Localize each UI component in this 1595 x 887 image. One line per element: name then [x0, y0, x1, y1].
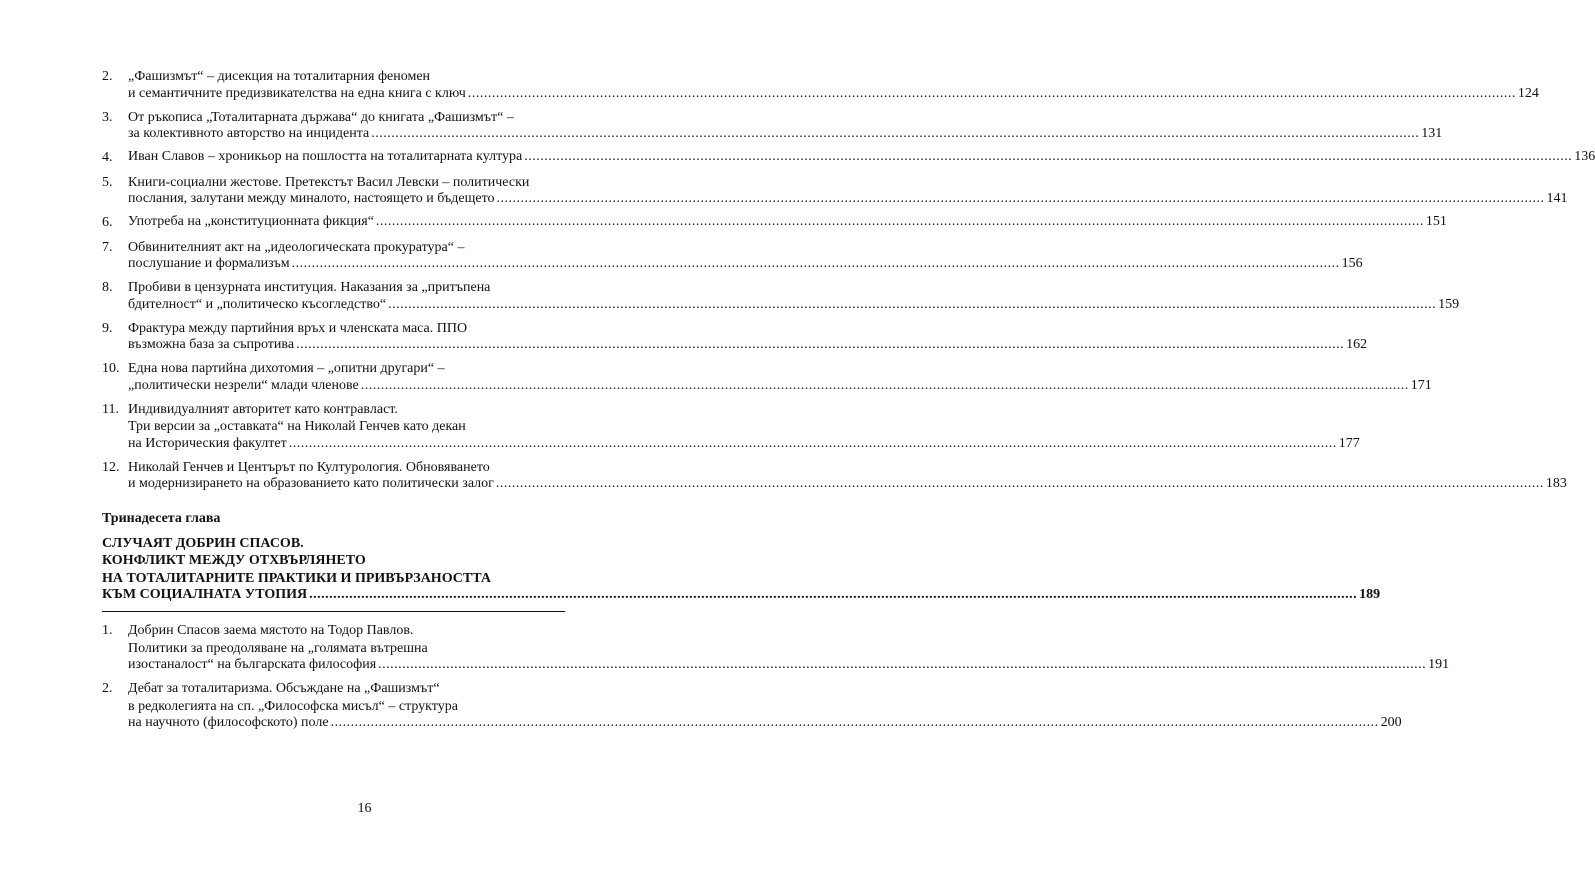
- table-of-contents: [102, 68, 1595, 738]
- dot-leader: [296, 337, 1344, 353]
- entry-text: Иван Славов – хроникьор на пошлостта на тоталитарната култура: [128, 149, 523, 164]
- entry-page-number: 151: [1425, 214, 1447, 229]
- entry-last-line: [128, 715, 1402, 731]
- entry-line: Книги-социални жестове. Претекстът Васил Левски – политически: [128, 174, 530, 190]
- toc-entry[interactable]: [102, 320, 1368, 354]
- entry-number: 12.: [102, 459, 120, 475]
- dot-leader: [289, 436, 1337, 452]
- entry-last-line: [128, 256, 1363, 272]
- chapter-title-text: КЪМ СОЦИАЛНАТА УТОПИЯ: [102, 587, 308, 602]
- entry-content: [128, 360, 1432, 394]
- dot-leader: [378, 657, 1426, 673]
- entry-line: в редколегията на сп. „Философска мисъл“ – структура: [128, 698, 458, 714]
- toc-entry[interactable]: [102, 459, 1567, 493]
- entry-content: [128, 149, 1595, 165]
- entry-last-line: [128, 126, 1443, 142]
- entry-content: [128, 214, 1447, 230]
- entry-text: послушание и формализъм: [128, 256, 290, 271]
- entry-last-line: [128, 149, 1595, 165]
- entry-line: Обвинителният акт на „идеологическата прокуратура“ –: [128, 239, 465, 255]
- chapter-title-line: НА ТОТАЛИТАРНИТЕ ПРАКТИКИ И ПРИВЪРЗАНОСТТА: [102, 570, 491, 586]
- entry-line: Три версии за „оставката“ на Николай Генчев като декан: [128, 419, 466, 434]
- entry-line: Пробиви в цензурната институция. Наказания за „притъпена: [128, 280, 491, 295]
- chapter-title-line: СЛУЧАЯТ ДОБРИН СПАСОВ.: [102, 535, 304, 551]
- toc-entry[interactable]: [102, 109, 1443, 143]
- chapter-title-last-line: [102, 587, 1381, 603]
- entry-page-number: 124: [1517, 85, 1539, 101]
- chapter-label: Тринадесета глава: [102, 511, 221, 526]
- chapter-page-number: 189: [1359, 587, 1381, 602]
- entry-last-line: [128, 191, 1568, 207]
- entry-content: [128, 459, 1567, 493]
- toc-entry[interactable]: [102, 401, 1360, 452]
- toc-entry[interactable]: [102, 149, 1595, 167]
- entry-page-number: 141: [1546, 191, 1568, 206]
- entry-number: 2.: [102, 681, 113, 696]
- entry-line: Една нова партийна дихотомия – „опитни другари“ –: [128, 361, 445, 376]
- entry-content: [128, 680, 1402, 731]
- dot-leader: [524, 149, 1572, 165]
- toc-entry[interactable]: [102, 174, 1568, 208]
- entry-line: Дебат за тоталитаризма. Обсъждане на „Фашизмът“: [128, 681, 440, 696]
- entry-number: 7.: [102, 239, 113, 255]
- entry-content: [128, 320, 1368, 354]
- entry-text: възможна база за съпротива: [128, 337, 295, 352]
- entry-content: [128, 622, 1450, 673]
- entry-text: за колективното авторство на инцидента: [128, 126, 370, 141]
- entry-text: и модернизирането на образованието като политически залог: [128, 476, 494, 491]
- chapter-title-line: КОНФЛИКТ МЕЖДУ ОТХВЪРЛЯНЕТО: [102, 553, 366, 568]
- entry-number: 11.: [102, 401, 119, 417]
- entry-number: 9.: [102, 320, 113, 336]
- entry-text: бдителност“ и „политическо късогледство“: [128, 296, 387, 312]
- toc-entry[interactable]: [102, 68, 1539, 102]
- entry-content: [128, 279, 1460, 313]
- entry-content: [128, 68, 1539, 102]
- entry-text: „политически незрели“ млади членове: [128, 377, 359, 393]
- dot-leader: [309, 587, 1357, 603]
- dot-leader: [497, 191, 1545, 207]
- entry-text: Употреба на „конституционната фикция“: [128, 214, 374, 229]
- toc-entry[interactable]: [102, 279, 1460, 313]
- divider: [102, 611, 565, 612]
- entry-page-number: 162: [1346, 337, 1368, 352]
- entry-last-line: [128, 476, 1567, 492]
- entry-line: Индивидуалният авторитет като контравласт.: [128, 401, 398, 417]
- entry-text: изостаналост“ на българската философия: [128, 657, 377, 672]
- page-number: 16: [357, 801, 372, 816]
- entry-line: Политики за преодоляване на „голямата вътрешна: [128, 640, 428, 656]
- dot-leader: [376, 214, 1424, 230]
- entry-number: 6.: [102, 215, 113, 230]
- dot-leader: [292, 256, 1340, 272]
- dot-leader: [371, 126, 1419, 142]
- toc-entry[interactable]: [102, 680, 1402, 731]
- entry-line: От ръкописа „Тоталитарната държава“ до книгата „Фашизмът“ –: [128, 109, 514, 125]
- entry-number: 8.: [102, 280, 113, 295]
- entry-last-line: [128, 435, 1360, 452]
- entry-content: [128, 174, 1568, 208]
- entry-number: 1.: [102, 623, 113, 638]
- entry-last-line: [128, 377, 1432, 394]
- entry-page-number: 200: [1380, 715, 1402, 730]
- entry-text: на научното (философското) поле: [128, 715, 329, 730]
- entry-last-line: [128, 214, 1447, 230]
- entry-content: [128, 401, 1360, 452]
- dot-leader: [361, 378, 1409, 394]
- entry-page-number: 159: [1438, 296, 1460, 312]
- entry-content: [128, 109, 1443, 143]
- entry-number: 2.: [102, 69, 113, 84]
- entry-line: Добрин Спасов заема мястото на Тодор Павлов.: [128, 623, 414, 638]
- entry-last-line: [128, 657, 1450, 673]
- entry-line: Николай Генчев и Центърът по Културология. Обновяването: [128, 459, 490, 475]
- entry-page-number: 136: [1574, 149, 1595, 164]
- entry-last-line: [128, 296, 1460, 313]
- dot-leader: [388, 297, 1436, 313]
- entry-number: 5.: [102, 174, 113, 190]
- dot-leader: [331, 715, 1379, 731]
- entry-text: на Историческия факултет: [128, 435, 287, 451]
- toc-entry[interactable]: [102, 360, 1432, 394]
- entry-page-number: 183: [1545, 476, 1567, 491]
- dot-leader: [496, 476, 1544, 492]
- entry-page-number: 177: [1338, 435, 1360, 451]
- entry-content: [128, 239, 1363, 273]
- toc-entry[interactable]: [102, 239, 1363, 273]
- toc-entry[interactable]: [102, 214, 1447, 232]
- entry-page-number: 191: [1428, 657, 1450, 672]
- dot-leader: [468, 86, 1516, 102]
- entry-last-line: [128, 337, 1368, 353]
- entry-text: и семантичните предизвикателства на една книга с ключ: [128, 85, 466, 101]
- entry-number: 10.: [102, 361, 120, 376]
- entry-line: „Фашизмът“ – дисекция на тоталитарния феномен: [128, 69, 431, 84]
- entry-last-line: [128, 85, 1539, 102]
- chapter-title[interactable]: [102, 535, 1381, 604]
- toc-entry[interactable]: [102, 622, 1450, 673]
- entry-page-number: 131: [1421, 126, 1443, 141]
- entry-text: послания, залутани между миналото, настоящето и бъдещето: [128, 191, 495, 206]
- entry-number: 4.: [102, 150, 113, 165]
- entry-page-number: 171: [1410, 377, 1432, 393]
- entry-number: 3.: [102, 109, 113, 125]
- entry-line: Фрактура между партийния връх и членската маса. ППО: [128, 320, 468, 336]
- entry-page-number: 156: [1341, 256, 1363, 271]
